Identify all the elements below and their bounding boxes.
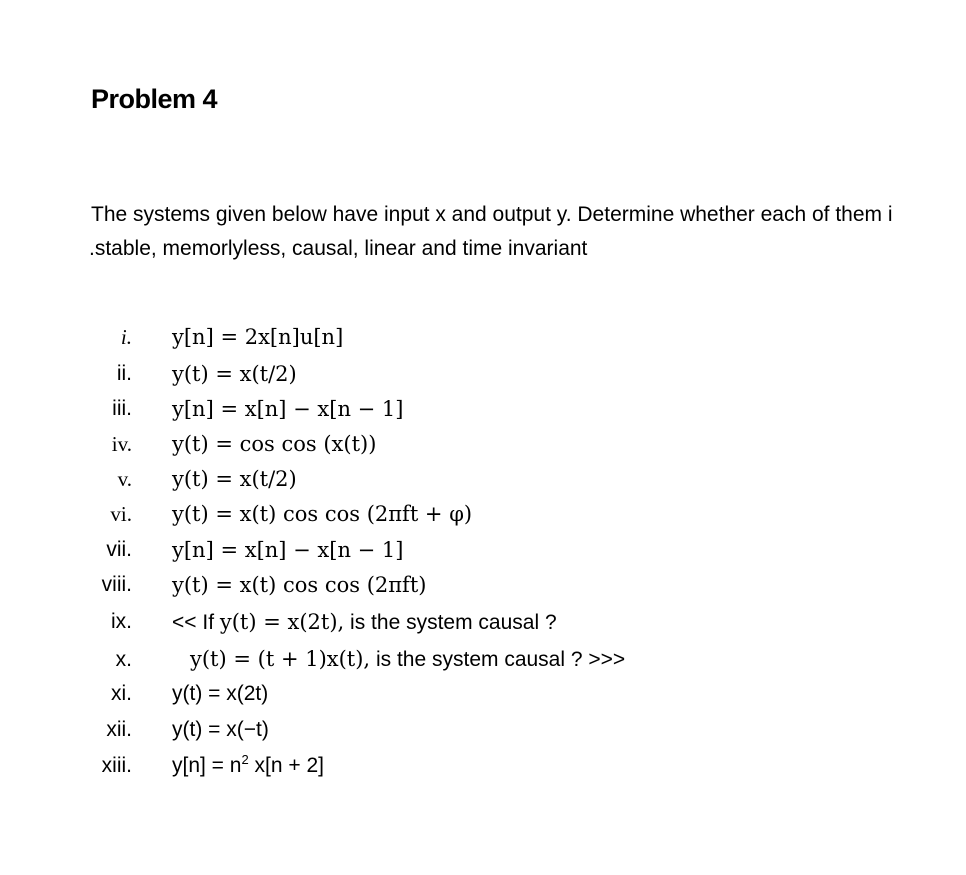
item-numeral: iii.	[112, 397, 132, 420]
problem-title: Problem 4	[91, 84, 218, 114]
equation-line	[190, 645, 625, 674]
equation: y(t) = cos cos (x(t))	[172, 432, 377, 456]
item-numeral: xiii.	[101, 754, 132, 777]
equation-prefix: << If	[172, 611, 220, 634]
equation-question: is the system causal ? >>>	[370, 648, 626, 671]
equation: y[n] = 2x[n]u[n]	[172, 325, 344, 349]
equation	[172, 752, 324, 780]
item-numeral: ix.	[111, 610, 132, 633]
exponent: 2	[241, 752, 249, 767]
equation: y(t) = x(t/2)	[172, 467, 297, 491]
item-numeral: i.	[120, 325, 132, 349]
equation: y(t) = x(−t)	[172, 718, 269, 741]
item-numeral: xi.	[111, 682, 132, 705]
item-numeral: ii.	[116, 362, 132, 385]
equation: y(t) = x(t) cos cos (2πft + φ)	[172, 502, 473, 526]
item-numeral: xii.	[106, 718, 132, 741]
equation-question: is the system causal ?	[344, 611, 557, 634]
equation: y(t) = x(t/2)	[172, 362, 297, 386]
item-numeral: viii.	[101, 573, 132, 596]
item-numeral: vi.	[110, 502, 132, 526]
equation: y(t) = x(2t)	[172, 682, 269, 705]
item-numeral: x.	[115, 648, 132, 671]
intro-line-2: .stable, memorlyless, causal, linear and time invariant	[89, 237, 588, 260]
equation: y(t) = x(t) cos cos (2πft)	[172, 573, 427, 597]
item-numeral: iv.	[111, 432, 132, 456]
item-numeral: v.	[117, 467, 132, 491]
equation: y(t) = (t + 1)x(t),	[190, 647, 371, 671]
equation: y(t) = x(2t),	[219, 610, 345, 634]
equation: y[n] = x[n] − x[n − 1]	[172, 397, 404, 421]
intro-line-1: The systems given below have input x and output y. Determine whether each of them i	[91, 203, 893, 226]
equation-part: x[n + 2]	[248, 754, 324, 777]
equation-part: y[n] = n	[172, 754, 242, 777]
item-numeral: vii.	[106, 538, 132, 561]
equation: y[n] = x[n] − x[n − 1]	[172, 538, 404, 562]
equation-line	[172, 608, 557, 637]
